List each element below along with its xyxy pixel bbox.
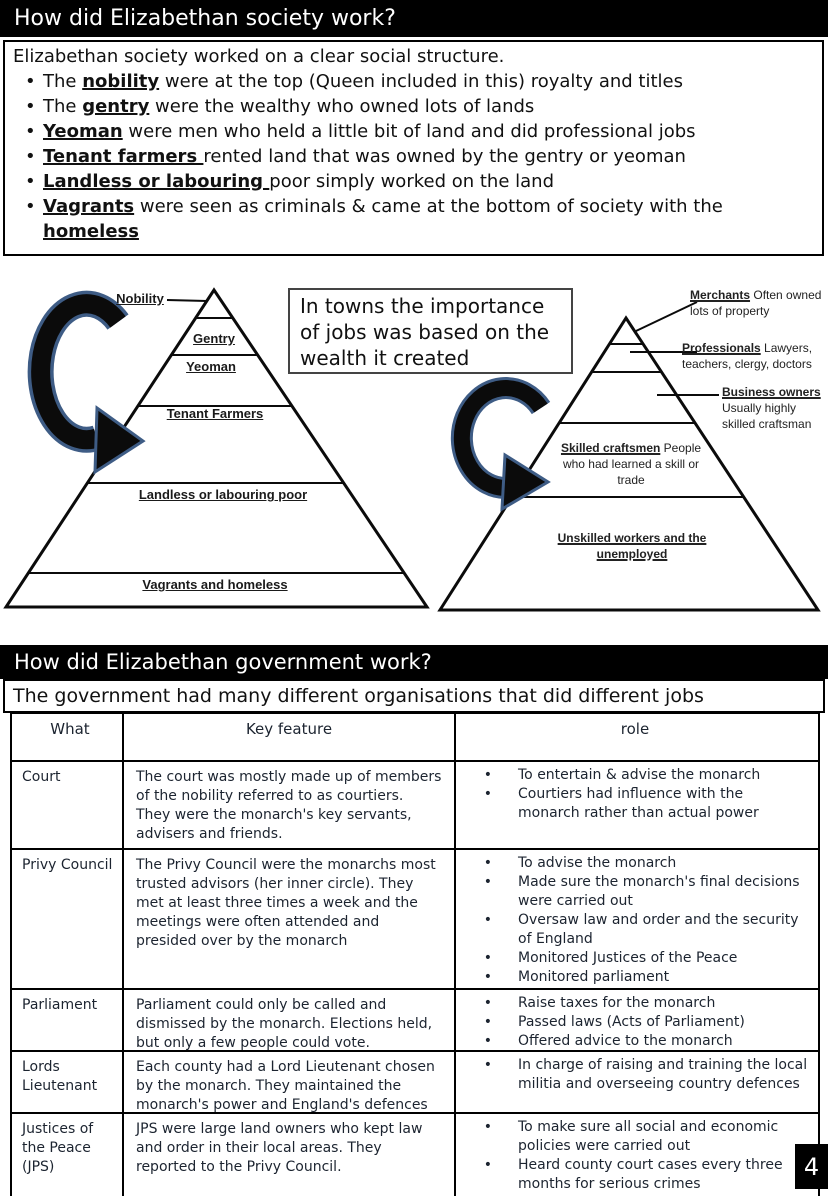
bullet-marker: • (483, 995, 492, 1011)
text-segment: rented land that was owned by the gentry or yeoman (203, 146, 686, 167)
text-segment: Landless or labouring (43, 171, 270, 192)
intro-text: Elizabethan society worked on a clear social structure. (13, 46, 505, 67)
bullet-text (43, 144, 814, 169)
role-list-item (456, 911, 814, 949)
text-segment: Professionals (682, 341, 761, 355)
text-segment: were the wealthy who owned lots of lands (149, 96, 535, 117)
role-text: Passed laws (Acts of Parliament) (518, 1014, 745, 1030)
table-header-what: What (12, 714, 124, 760)
bullet-list (13, 69, 814, 244)
table-row (12, 762, 818, 850)
role-list-item (456, 873, 814, 911)
bullet-marker: • (25, 71, 36, 92)
bullet-marker: • (483, 1157, 492, 1173)
section1-title: How did Elizabethan society work? (14, 6, 396, 31)
role-text: Monitored Justices of the Peace (518, 950, 738, 966)
table-cell-what: Court (12, 762, 124, 848)
bullet-text (43, 119, 814, 144)
text-segment: Skilled craftsmen (560, 441, 661, 455)
text-segment: People who had learned a skill or trade (562, 441, 702, 487)
bullet-item (13, 69, 814, 94)
bullet-marker: • (483, 1119, 492, 1135)
table-row (12, 1052, 818, 1114)
pyramid-level-label-yeoman: Yeoman (186, 359, 236, 374)
text-segment: poor simply worked on the land (269, 171, 554, 192)
table-header-row (12, 714, 818, 762)
curved-arrow-icon-left (41, 304, 143, 472)
table-cell-what: Lords Lieutenant (12, 1052, 124, 1112)
table-cell-key-feature: Parliament could only be called and dismissed by the monarch. Elections held, but only a few people could vote. (124, 990, 456, 1050)
text-segment: were seen as criminals & came at the bottom of society with the (134, 196, 723, 217)
government-table (10, 712, 820, 1196)
bullet-marker: • (483, 786, 492, 802)
role-text: Monitored parliament (518, 969, 670, 985)
text-segment: nobility (82, 71, 160, 92)
bullet-marker: • (25, 196, 36, 217)
role-list-item (456, 1156, 814, 1194)
bullet-item (13, 219, 814, 244)
bullet-text (43, 194, 814, 219)
bullet-marker: • (25, 121, 36, 142)
bullet-marker: • (483, 1033, 492, 1049)
role-text: To advise the monarch (518, 855, 677, 871)
text-segment: Tenant farmers (43, 146, 204, 167)
role-list-item (456, 949, 814, 968)
role-list-item (456, 1032, 814, 1050)
bullet-marker: • (483, 855, 492, 871)
table-row (12, 990, 818, 1052)
pyramid-level-label-tenant-farmers: Tenant Farmers (166, 406, 264, 421)
bullet-marker: • (483, 767, 492, 783)
table-cell-key-feature: Each county had a Lord Lieutenant chosen by the monarch. They maintained the monarch's power and England's defences (124, 1052, 456, 1112)
social-structure-box (3, 40, 824, 256)
role-list-item (456, 766, 814, 785)
table-header-key-feature: Key feature (124, 714, 456, 760)
section2-title: How did Elizabethan government work? (14, 650, 432, 674)
bullet-marker: • (483, 1014, 492, 1030)
section2-header (0, 645, 828, 679)
government-subtitle: The government had many different organisations that did different jobs (13, 685, 704, 707)
pyramid-level-label-nobility: Nobility (116, 291, 164, 306)
role-list-item (456, 1056, 814, 1094)
role-list-item (456, 1118, 814, 1156)
table-cell-what: Privy Council (12, 850, 124, 988)
bullet-marker: • (25, 96, 36, 117)
table-cell-key-feature: The Privy Council were the monarchs most trusted advisors (her inner circle). They met at least three times a week and the meetings were often attended and presided over by the monarch (124, 850, 456, 988)
role-list-item (456, 968, 814, 987)
bullet-item (13, 194, 814, 219)
text-segment: Lawyers, teachers, clergy, doctors (682, 341, 813, 371)
bullet-marker: • (483, 1057, 492, 1073)
bullet-marker (13, 219, 43, 244)
text-segment: Usually highly skilled craftsman (722, 401, 812, 431)
pyramid-label-unskilled-workers (552, 530, 712, 562)
bullet-marker: • (483, 969, 492, 985)
role-text: Offered advice to the monarch (518, 1033, 733, 1049)
text-segment: Merchants (690, 288, 751, 302)
table-cell-what: Justices of the Peace (JPS) (12, 1114, 124, 1196)
role-text: To make sure all social and economic policies were carried out (518, 1119, 779, 1154)
bullet-item (13, 94, 814, 119)
note-text: In towns the importance of jobs was based on the wealth it created (300, 294, 550, 370)
role-list-item (456, 1013, 814, 1032)
bullet-marker: • (483, 912, 492, 928)
table-cell-role (456, 762, 818, 848)
text-segment: Unskilled workers and the unemployed (557, 531, 707, 561)
role-list-item (456, 785, 814, 823)
bullet-marker: • (483, 950, 492, 966)
table-cell-key-feature: JPS were large land owners who kept law and order in their local areas. They reported to the Privy Council. (124, 1114, 456, 1196)
bullet-text (43, 94, 814, 119)
role-text: Made sure the monarch's final decisions were carried out (518, 874, 800, 909)
pyramid-level-label-vagrants: Vagrants and homeless (142, 577, 288, 592)
pyramid-label-professionals (682, 340, 828, 372)
bullet-item (13, 119, 814, 144)
role-text: To entertain & advise the monarch (518, 767, 761, 783)
role-text: Oversaw law and order and the security of England (518, 912, 799, 947)
page-number: 4 (795, 1144, 828, 1189)
table-cell-role (456, 1052, 818, 1112)
pyramid-label-business-owners (722, 384, 828, 432)
text-segment: gentry (82, 96, 150, 117)
text-segment: were at the top (Queen included in this) royalty and titles (159, 71, 683, 92)
bullet-marker: • (25, 146, 36, 167)
role-text: Heard county court cases every three months for serious crimes (518, 1157, 783, 1192)
bullet-item (13, 144, 814, 169)
table-row (12, 1114, 818, 1196)
pyramid-level-label-landless: Landless or labouring poor (138, 487, 308, 502)
pyramid-label-merchants (690, 287, 824, 319)
table-cell-key-feature: The court was mostly made up of members of the nobility referred to as courtiers. They were the monarch's key servants, advisers and friends. (124, 762, 456, 848)
text-segment: Vagrants (43, 196, 135, 217)
table-cell-role (456, 990, 818, 1050)
text-segment: Business owners (722, 385, 821, 399)
bullet-marker: • (25, 171, 36, 192)
table-cell-role (456, 1114, 818, 1196)
role-list-item (456, 854, 814, 873)
role-text: Courtiers had influence with the monarch rather than actual power (518, 786, 759, 821)
merchants-leader-line (636, 302, 697, 331)
pyramid-label-skilled-craftsmen (552, 440, 710, 488)
table-body (12, 762, 818, 1196)
table-header-role: role (620, 720, 650, 738)
table-cell-what: Parliament (12, 990, 124, 1050)
bullet-item (13, 169, 814, 194)
nobility-leader-line (167, 300, 207, 301)
table-row (12, 850, 818, 990)
text-segment: Often owned lots of property (690, 288, 822, 318)
text-segment: were men who held a little bit of land and did professional jobs (122, 121, 696, 142)
note-box (288, 288, 573, 374)
pyramid-level-label-gentry: Gentry (193, 331, 235, 346)
curved-arrow-icon-right (462, 388, 548, 509)
government-subtitle-box (3, 679, 825, 713)
text-segment: The (43, 96, 83, 117)
text-segment: homeless (43, 221, 139, 242)
bullet-text (43, 169, 814, 194)
role-text: Raise taxes for the monarch (518, 995, 716, 1011)
section1-header (0, 0, 828, 37)
role-text: In charge of raising and training the local militia and overseeing country defences (518, 1057, 808, 1092)
bullet-text (43, 219, 814, 244)
bullet-marker: • (483, 874, 492, 890)
table-cell-role (456, 850, 818, 988)
role-list-item (456, 994, 814, 1013)
bullet-text (43, 69, 814, 94)
text-segment: The (43, 71, 83, 92)
text-segment: Yeoman (43, 121, 123, 142)
